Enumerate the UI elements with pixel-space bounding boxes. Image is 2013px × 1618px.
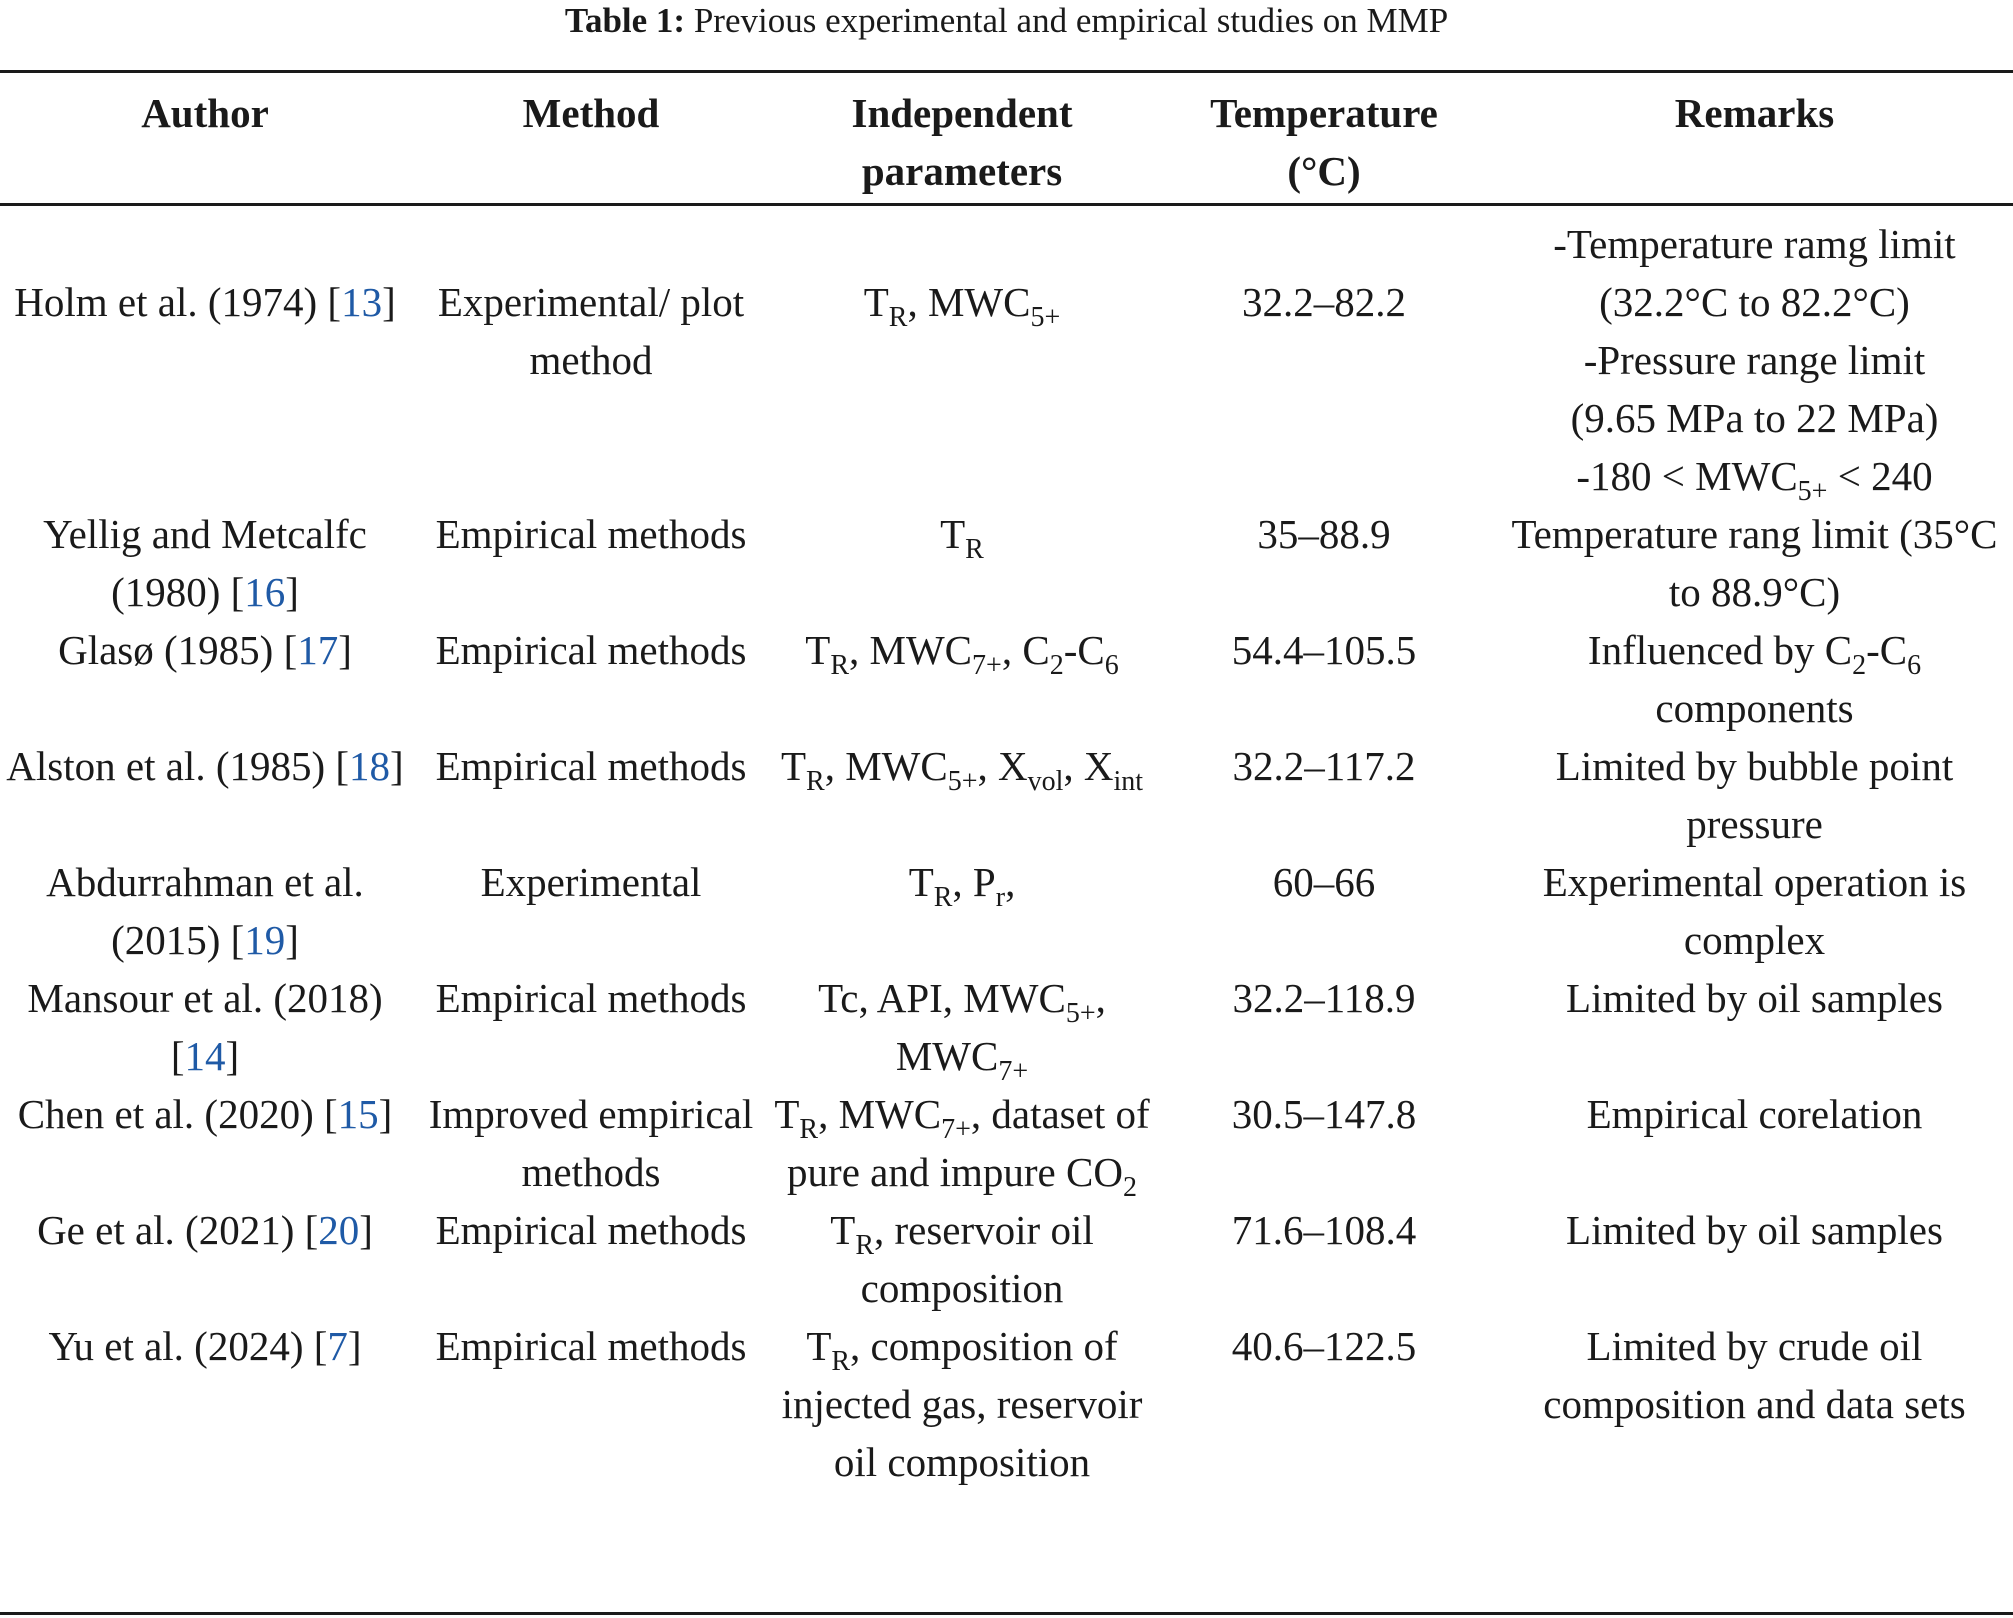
table-row	[0, 969, 2013, 1085]
cell-parameters: $T_R$, composition of injected gas, reservoir oil composition	[781, 1323, 1143, 1485]
header-independent-parameters: Independent parameters	[851, 90, 1073, 194]
cell-parameters: $T_R$, $MWC_{5+}$	[863, 279, 1061, 333]
cell-parameters: $T_R$, $MWC_{7+}$, dataset of pure and impure $CO_2$	[774, 1091, 1150, 1203]
cell-method: Empirical methods	[435, 627, 747, 673]
cell-author: Ge et al. (2021) [20]	[37, 1207, 373, 1253]
cell-temperature: 32.2–82.2	[1242, 279, 1406, 325]
cell-remarks: Limited by oil samples	[1566, 975, 1943, 1021]
cell-method: Improved empirical methods	[428, 1091, 754, 1195]
citation-link[interactable]: 19	[244, 917, 286, 963]
header-row	[0, 72, 2013, 205]
header-remarks: Remarks	[1674, 90, 1835, 136]
header-temperature: Temperature (°C)	[1210, 90, 1438, 194]
cell-author: Abdurrahman et al. (2015) [19]	[46, 859, 364, 963]
citation-link[interactable]: 20	[318, 1207, 360, 1253]
cell-parameters: $T_R$, $P_r$,	[908, 859, 1016, 913]
cell-temperature: 71.6–108.4	[1231, 1207, 1417, 1253]
citation-link[interactable]: 17	[297, 627, 339, 673]
cell-author: Yellig and Metcalfc (1980) [16]	[43, 511, 367, 615]
cell-method: Empirical methods	[435, 1323, 747, 1369]
header-method: Method	[522, 90, 660, 136]
cell-remarks: Empirical corelation	[1586, 1091, 1923, 1137]
cell-temperature: 60–66	[1272, 859, 1376, 905]
cell-parameters: Tc, API, $MWC_{5+}$, $MWC_{7+}$	[818, 975, 1106, 1087]
cell-method: Experimental/ plot method	[437, 279, 745, 383]
cell-author: Yu et al. (2024) [7]	[48, 1323, 362, 1369]
cell-method: Empirical methods	[435, 743, 747, 789]
cell-remarks: Influenced by $C_2-C_6$ components	[1587, 627, 1922, 731]
cell-method: Empirical methods	[435, 1207, 747, 1253]
cell-method: Experimental	[480, 859, 702, 905]
citation-link[interactable]: 15	[337, 1091, 379, 1137]
cell-parameters: $T_R$	[940, 511, 984, 565]
cell-author: Chen et al. (2020) [15]	[17, 1091, 393, 1137]
table-row	[0, 621, 2013, 737]
cell-remarks: Limited by oil samples	[1566, 1207, 1943, 1253]
mmp-studies-table	[0, 72, 2013, 1491]
cell-remarks: -Temperature ramg limit (32.2°C to 82.2°C) -Pressure range limit (9.65 MPa to 22 MPa) $-180 < MWC_{5+} < 240$	[1553, 221, 1956, 507]
cell-remarks: Limited by crude oil composition and data sets	[1543, 1323, 1966, 1427]
cell-temperature: 54.4–105.5	[1231, 627, 1417, 673]
cell-temperature: 40.6–122.5	[1231, 1323, 1417, 1369]
bottom-rule	[0, 1612, 2013, 1615]
table-row	[0, 1317, 2013, 1491]
cell-author: Alston et al. (1985) [18]	[6, 743, 404, 789]
cell-temperature: 32.2–117.2	[1232, 743, 1416, 789]
citation-link[interactable]: 16	[244, 569, 286, 615]
cell-remarks: Experimental operation is complex	[1542, 859, 1967, 963]
cell-temperature: 30.5–147.8	[1231, 1091, 1417, 1137]
cell-author: Holm et al. (1974) [13]	[14, 279, 396, 325]
cell-method: Empirical methods	[435, 975, 747, 1021]
table-row	[0, 205, 2013, 505]
citation-link[interactable]: 13	[341, 279, 383, 325]
table-row	[0, 737, 2013, 853]
caption-label: Table 1:	[564, 1, 686, 40]
cell-parameters: $T_R$, $MWC_{7+}$, $C_2-C_6$	[805, 627, 1119, 681]
citation-link[interactable]: 14	[184, 1033, 226, 1079]
header-author: Author	[141, 90, 269, 136]
caption-text: Previous experimental and empirical studies on MMP	[685, 1, 1449, 40]
cell-remarks: Temperature rang limit (35°C to 88.9°C)	[1511, 511, 1998, 615]
table-row	[0, 853, 2013, 969]
table-row	[0, 1085, 2013, 1201]
table-caption	[0, 0, 2013, 42]
cell-author: Glasø (1985) [17]	[58, 627, 352, 673]
citation-link[interactable]: 18	[349, 743, 391, 789]
citation-link[interactable]: 7	[327, 1323, 348, 1369]
table-row	[0, 505, 2013, 621]
cell-method: Empirical methods	[435, 511, 747, 557]
cell-temperature: 32.2–118.9	[1232, 975, 1416, 1021]
table-row	[0, 1201, 2013, 1317]
cell-remarks: Limited by bubble point pressure	[1555, 743, 1954, 847]
cell-parameters: $T_R$, reservoir oil composition	[830, 1207, 1094, 1311]
cell-author: Mansour et al. (2018) [14]	[27, 975, 383, 1079]
cell-temperature: 35–88.9	[1257, 511, 1391, 557]
cell-parameters: $T_R$, $MWC_{5+}$, $X_{vol}$, $X_{int}$	[780, 743, 1144, 797]
